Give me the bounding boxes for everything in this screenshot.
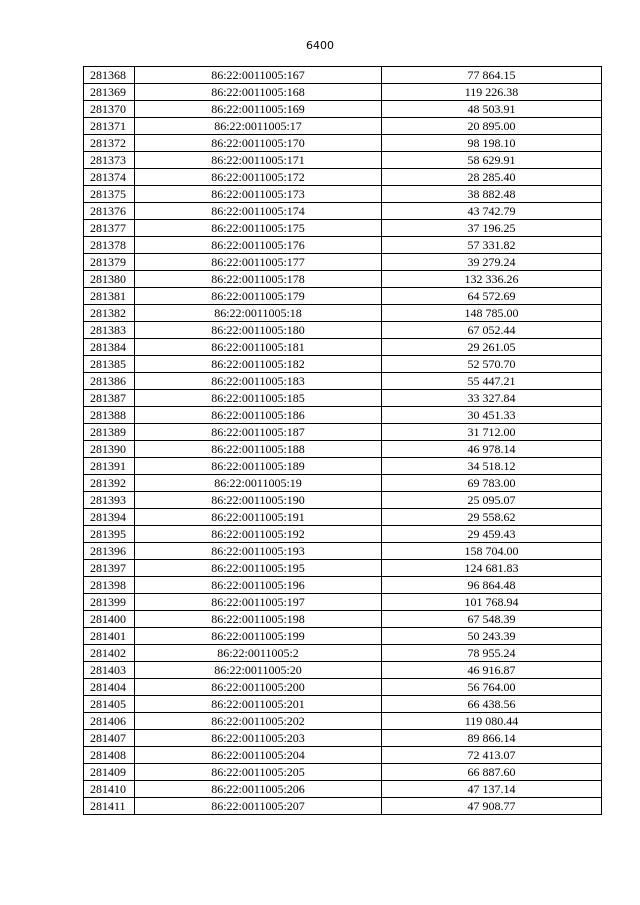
table-row [84,407,602,424]
value-cell: 34 518.12 [382,458,602,475]
row-id-cell: 281380 [84,271,135,288]
table-row [84,203,602,220]
value-cell: 25 095.07 [382,492,602,509]
value-cell: 37 196.25 [382,220,602,237]
row-id-cell: 281386 [84,373,135,390]
cadastral-number-cell: 86:22:0011005:193 [135,543,382,560]
table-row [84,152,602,169]
value-cell: 31 712.00 [382,424,602,441]
row-id-cell: 281372 [84,135,135,152]
table-body [84,67,602,815]
row-id-cell: 281378 [84,237,135,254]
value-cell: 47 137.14 [382,781,602,798]
value-cell: 72 413.07 [382,747,602,764]
cadastral-number-cell: 86:22:0011005:204 [135,747,382,764]
table-row [84,322,602,339]
table-row [84,186,602,203]
cadastral-number-cell: 86:22:0011005:170 [135,135,382,152]
table-row [84,237,602,254]
value-cell: 64 572.69 [382,288,602,305]
row-id-cell: 281369 [84,84,135,101]
cadastral-number-cell: 86:22:0011005:172 [135,169,382,186]
row-id-cell: 281403 [84,662,135,679]
cadastral-number-cell: 86:22:0011005:200 [135,679,382,696]
cadastral-number-cell: 86:22:0011005:201 [135,696,382,713]
table-row [84,594,602,611]
cadastral-number-cell: 86:22:0011005:178 [135,271,382,288]
cadastral-number-cell: 86:22:0011005:183 [135,373,382,390]
table-row [84,390,602,407]
value-cell: 28 285.40 [382,169,602,186]
value-cell: 119 226.38 [382,84,602,101]
cadastral-number-cell: 86:22:0011005:181 [135,339,382,356]
table-row [84,339,602,356]
value-cell: 98 198.10 [382,135,602,152]
value-cell: 56 764.00 [382,679,602,696]
table-row [84,730,602,747]
cadastral-number-cell: 86:22:0011005:186 [135,407,382,424]
row-id-cell: 281381 [84,288,135,305]
row-id-cell: 281391 [84,458,135,475]
cadastral-number-cell: 86:22:0011005:18 [135,305,382,322]
row-id-cell: 281410 [84,781,135,798]
row-id-cell: 281382 [84,305,135,322]
table-row [84,458,602,475]
value-cell: 58 629.91 [382,152,602,169]
value-cell: 29 459.43 [382,526,602,543]
value-cell: 48 503.91 [382,101,602,118]
row-id-cell: 281390 [84,441,135,458]
value-cell: 67 052.44 [382,322,602,339]
table-row [84,373,602,390]
value-cell: 39 279.24 [382,254,602,271]
table-row [84,169,602,186]
value-cell: 67 548.39 [382,611,602,628]
cadastral-number-cell: 86:22:0011005:177 [135,254,382,271]
value-cell: 50 243.39 [382,628,602,645]
table-row [84,645,602,662]
data-table [83,66,602,815]
row-id-cell: 281385 [84,356,135,373]
table-row [84,135,602,152]
cadastral-number-cell: 86:22:0011005:206 [135,781,382,798]
cadastral-number-cell: 86:22:0011005:169 [135,101,382,118]
row-id-cell: 281374 [84,169,135,186]
table-row [84,492,602,509]
row-id-cell: 281393 [84,492,135,509]
value-cell: 20 895.00 [382,118,602,135]
table-row [84,288,602,305]
cadastral-number-cell: 86:22:0011005:197 [135,594,382,611]
value-cell: 52 570.70 [382,356,602,373]
table-row [84,356,602,373]
table-row [84,254,602,271]
value-cell: 89 866.14 [382,730,602,747]
table-row [84,577,602,594]
table-row [84,764,602,781]
value-cell: 96 864.48 [382,577,602,594]
value-cell: 119 080.44 [382,713,602,730]
cadastral-number-cell: 86:22:0011005:167 [135,67,382,84]
table-row [84,441,602,458]
row-id-cell: 281395 [84,526,135,543]
row-id-cell: 281411 [84,798,135,815]
table-row [84,747,602,764]
cadastral-number-cell: 86:22:0011005:17 [135,118,382,135]
cadastral-number-cell: 86:22:0011005:190 [135,492,382,509]
table-row [84,679,602,696]
table-row [84,84,602,101]
row-id-cell: 281405 [84,696,135,713]
table-row [84,611,602,628]
row-id-cell: 281404 [84,679,135,696]
cadastral-number-cell: 86:22:0011005:173 [135,186,382,203]
row-id-cell: 281383 [84,322,135,339]
row-id-cell: 281407 [84,730,135,747]
cadastral-number-cell: 86:22:0011005:198 [135,611,382,628]
table-row [84,628,602,645]
cadastral-number-cell: 86:22:0011005:192 [135,526,382,543]
value-cell: 55 447.21 [382,373,602,390]
table-row [84,101,602,118]
table-row [84,560,602,577]
table-row [84,781,602,798]
cadastral-number-cell: 86:22:0011005:20 [135,662,382,679]
cadastral-number-cell: 86:22:0011005:19 [135,475,382,492]
value-cell: 43 742.79 [382,203,602,220]
row-id-cell: 281389 [84,424,135,441]
row-id-cell: 281384 [84,339,135,356]
table-row [84,713,602,730]
row-id-cell: 281375 [84,186,135,203]
row-id-cell: 281398 [84,577,135,594]
value-cell: 148 785.00 [382,305,602,322]
row-id-cell: 281400 [84,611,135,628]
cadastral-number-cell: 86:22:0011005:196 [135,577,382,594]
table-row [84,271,602,288]
row-id-cell: 281376 [84,203,135,220]
row-id-cell: 281401 [84,628,135,645]
row-id-cell: 281392 [84,475,135,492]
cadastral-number-cell: 86:22:0011005:2 [135,645,382,662]
cadastral-number-cell: 86:22:0011005:189 [135,458,382,475]
row-id-cell: 281394 [84,509,135,526]
cadastral-number-cell: 86:22:0011005:180 [135,322,382,339]
cadastral-number-cell: 86:22:0011005:202 [135,713,382,730]
row-id-cell: 281387 [84,390,135,407]
value-cell: 30 451.33 [382,407,602,424]
row-id-cell: 281408 [84,747,135,764]
row-id-cell: 281368 [84,67,135,84]
row-id-cell: 281370 [84,101,135,118]
row-id-cell: 281388 [84,407,135,424]
row-id-cell: 281396 [84,543,135,560]
table-row [84,543,602,560]
row-id-cell: 281371 [84,118,135,135]
value-cell: 57 331.82 [382,237,602,254]
value-cell: 66 438.56 [382,696,602,713]
cadastral-number-cell: 86:22:0011005:185 [135,390,382,407]
value-cell: 132 336.26 [382,271,602,288]
row-id-cell: 281379 [84,254,135,271]
value-cell: 69 783.00 [382,475,602,492]
cadastral-number-cell: 86:22:0011005:171 [135,152,382,169]
row-id-cell: 281402 [84,645,135,662]
value-cell: 38 882.48 [382,186,602,203]
value-cell: 78 955.24 [382,645,602,662]
cadastral-number-cell: 86:22:0011005:205 [135,764,382,781]
value-cell: 46 978.14 [382,441,602,458]
page-number: 6400 [306,39,334,52]
value-cell: 124 681.83 [382,560,602,577]
table-row [84,118,602,135]
cadastral-number-cell: 86:22:0011005:182 [135,356,382,373]
cadastral-number-cell: 86:22:0011005:168 [135,84,382,101]
table-row [84,220,602,237]
cadastral-number-cell: 86:22:0011005:174 [135,203,382,220]
cadastral-number-cell: 86:22:0011005:175 [135,220,382,237]
table-row [84,696,602,713]
value-cell: 101 768.94 [382,594,602,611]
cadastral-number-cell: 86:22:0011005:191 [135,509,382,526]
row-id-cell: 281406 [84,713,135,730]
cadastral-number-cell: 86:22:0011005:188 [135,441,382,458]
cadastral-number-cell: 86:22:0011005:176 [135,237,382,254]
cadastral-number-cell: 86:22:0011005:199 [135,628,382,645]
value-cell: 46 916.87 [382,662,602,679]
value-cell: 66 887.60 [382,764,602,781]
table-row [84,475,602,492]
value-cell: 47 908.77 [382,798,602,815]
table-row [84,798,602,815]
table-row [84,424,602,441]
cadastral-number-cell: 86:22:0011005:195 [135,560,382,577]
value-cell: 29 558.62 [382,509,602,526]
cadastral-number-cell: 86:22:0011005:187 [135,424,382,441]
value-cell: 77 864.15 [382,67,602,84]
row-id-cell: 281409 [84,764,135,781]
table-row [84,662,602,679]
table-row [84,526,602,543]
row-id-cell: 281377 [84,220,135,237]
cadastral-number-cell: 86:22:0011005:207 [135,798,382,815]
value-cell: 33 327.84 [382,390,602,407]
cadastral-number-cell: 86:22:0011005:203 [135,730,382,747]
value-cell: 29 261.05 [382,339,602,356]
row-id-cell: 281399 [84,594,135,611]
table-row [84,305,602,322]
table-row [84,67,602,84]
row-id-cell: 281397 [84,560,135,577]
value-cell: 158 704.00 [382,543,602,560]
cadastral-number-cell: 86:22:0011005:179 [135,288,382,305]
table-row [84,509,602,526]
row-id-cell: 281373 [84,152,135,169]
